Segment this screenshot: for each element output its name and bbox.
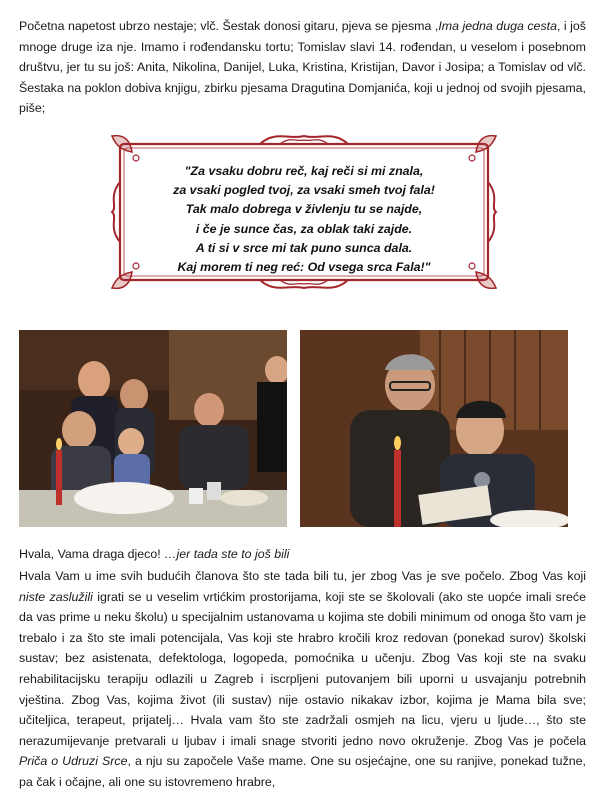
thanks-heading xyxy=(19,546,289,562)
poem-line: i če je sunce čas, za oblak taki zajde. xyxy=(195,221,413,236)
poem-line: Kaj morem ti neg reć: Od vsega srca Fala!" xyxy=(177,260,431,275)
thanks-heading-text: Hvala, Vama draga djeco! xyxy=(19,547,165,561)
thanks-heading-italic: …jer tada ste to još bili xyxy=(164,547,290,561)
body-text-3: , a nju su započele Vaše mame. One su osjećajne, one su ranjive, ponekad tužne, pa čak i očajne, ali one su istovremeno hrabre, xyxy=(19,754,586,789)
body-italic-1: niste zaslužili xyxy=(19,589,93,604)
gift-book-photo xyxy=(300,330,568,527)
intro-text-2: , i još mnoge druge iza nje. Imamo i rođendansku tortu; Tomislav slavi 14. rođendan, u veselom i posebnom društvu, jer tu su još: Anita, Nikolina, Danijel, Luka, Kristina, Kristijan, Davor i Josipa; a Tomislav od vlč. Šestaka na poklon dobiva knjigu, zbirku pjesama Dragutina Domjanića, koji u jednoj od svojih pjesama, piše; xyxy=(19,19,587,116)
body-text-1: Hvala Vam u ime svih budućih članova što ste tada bili tu, jer zbog Vas je sve počelo. Zbog Vas koji xyxy=(19,569,586,583)
poem-line: "Za vsaku dobru reč, kaj reči si mi znala, xyxy=(184,164,424,178)
song-title: Ima jedna duga cesta xyxy=(438,19,557,33)
intro-paragraph xyxy=(19,16,586,119)
poem-quote xyxy=(124,162,484,277)
body-text-2: igrati se u veselim vrtićkim prostorijama, koji ste se školovali (ako ste uopće imali sreće da vas prime u neku školu) u specijalnim ustanovama u kojima ste dobili minimum od onoga što vam je trebalo i za što ste imali potencijala, Vas koji ste hrabro kročili kroz redovan (ponekad surov) školski sustav; bez asistenata, defektologa, logopeda, pomoćnika u učenju. Zbog Vas koji ste na svaku rehabilitacijsku terapiju odlazili u Zagreb i iscrpljeni putovanjem bili uporni u usvajanju potrebnih vještina. Zbog Vas, kojima život (ili sustav) nije ostavio nikakav izbor, kojima je Mama bila sve; učiteljica, terapeut, prijatelj… Hvala vam što ste zadržali osmjeh na licu, vjeru u ljude…, što ste nerazumijevanje pretvarali u ljubav i imali snage stvoriti jedno novo okruženje. Zbog Vas je počela xyxy=(19,589,586,748)
body-paragraph xyxy=(19,566,586,793)
body-italic-2: Priča o Udruzi Srce xyxy=(19,754,128,769)
poem-line: Tak malo dobrega v živlenju tu se najde, xyxy=(185,202,423,217)
birthday-party-photo xyxy=(19,330,287,527)
poem-line: A ti si v srce mi tak puno sunca dala. xyxy=(195,240,413,255)
poem-line: za vsaki pogled tvoj, za vsaki smeh tvoj fala! xyxy=(173,183,435,198)
intro-text-1: Početna napetost ubrzo nestaje; vlč. Šestak donosi gitaru, pjeva se pjesma , xyxy=(19,19,439,33)
